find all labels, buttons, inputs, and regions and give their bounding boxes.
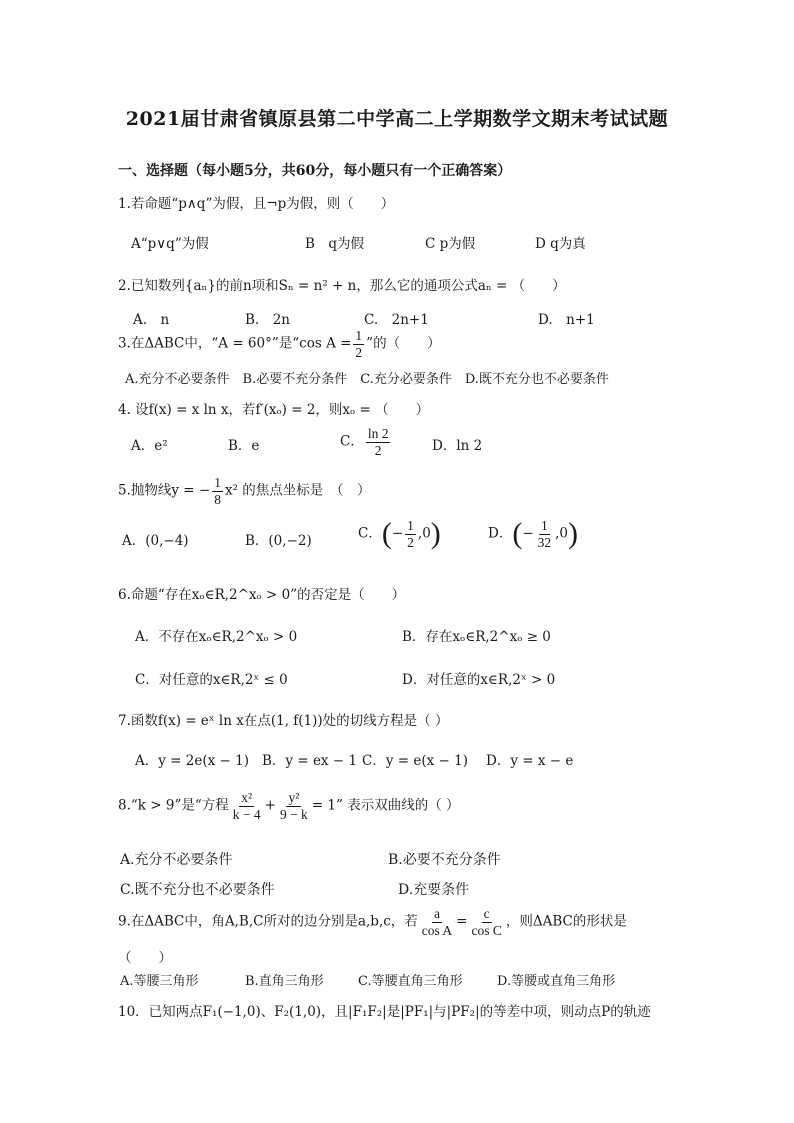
fraction-denominator: cos C	[471, 922, 502, 938]
question-7-option-b: B．y = ex − 1	[262, 753, 358, 769]
fraction-denominator: 32	[537, 534, 552, 550]
question-9-option-a: A.等腰三角形	[120, 974, 199, 989]
fraction-c-over-cos-c	[469, 906, 503, 938]
question-2-option-d: D. n+1	[538, 312, 595, 328]
fraction-a-over-cos-a	[420, 906, 454, 938]
fraction-numerator: ln 2	[367, 426, 389, 441]
fraction-numerator: x²	[241, 790, 253, 805]
question-2-option-a: A. n	[133, 312, 170, 328]
question-1-option-b: B q为假	[305, 236, 365, 252]
question-4-option-b: B．e	[228, 438, 260, 454]
question-1-option-c: C p为假	[425, 236, 476, 252]
question-2-stem: 2.已知数列{aₙ}的前n项和Sₙ = n² + n，那么它的通项公式aₙ = （ ）	[118, 278, 566, 294]
question-7-option-c: C．y = e(x − 1)	[362, 753, 468, 769]
question-4-option-a: A．e²	[131, 438, 168, 454]
question-1-option-a: A“p∨q”为假	[131, 236, 209, 252]
question-5-option-d-label: D．	[488, 525, 513, 542]
question-2-option-c: C. 2n+1	[364, 312, 429, 328]
question-6-option-a: A．不存在xₒ∈R,2^xₒ > 0	[135, 629, 298, 645]
plus-sign: +	[264, 797, 276, 814]
question-5-option-a: A．(0,−4)	[122, 533, 189, 549]
question-9-option-b: B.直角三角形	[245, 974, 324, 989]
question-9-answer-paren: （ ）	[118, 950, 172, 966]
left-paren: (	[512, 517, 523, 551]
question-6-option-d: D．对任意的x∈R,2ˣ > 0	[402, 672, 556, 688]
fraction-ln2-over-2	[366, 426, 391, 458]
question-8-option-a: A.充分不必要条件	[120, 852, 233, 868]
question-3-stem-post: ”的（ ）	[366, 335, 441, 352]
question-9-stem-pre: 9.在ΔABC中，角A,B,C所对的边分别是a,b,c，若	[118, 913, 418, 930]
fraction-one-thirty-second	[536, 518, 554, 550]
fraction-numerator: y²	[288, 790, 300, 805]
question-5-option-c	[358, 518, 441, 550]
question-3-stem-pre: 3.在ΔABC中，“A = 60°”是“cos A =	[118, 335, 352, 352]
question-5-option-d	[488, 518, 578, 550]
fraction-x2-over-k-minus-4	[231, 790, 263, 822]
question-9-option-d: D.等腰或直角三角形	[497, 974, 616, 989]
question-5-stem-pre: 5.抛物线y = −	[118, 482, 211, 499]
fraction-denominator: 8	[214, 491, 221, 507]
question-1-stem: 1.若命题“p∧q”为假，且¬p为假，则（ ）	[118, 196, 395, 212]
fraction-y2-over-9-minus-k	[278, 790, 310, 822]
fraction-denominator: 2	[355, 344, 363, 360]
question-6-stem: 6.命题“存在xₒ∈R,2^xₒ > 0”的否定是（ ）	[118, 587, 406, 603]
question-3-stem	[118, 328, 441, 360]
fraction-denominator: k − 4	[232, 806, 261, 822]
question-8-option-d: D.充要条件	[398, 882, 470, 898]
fraction-numerator: 1	[214, 475, 221, 490]
question-9-stem	[118, 906, 627, 938]
fraction-numerator: 1	[355, 328, 363, 343]
question-6-option-c: C．对任意的x∈R,2ˣ ≤ 0	[135, 672, 288, 688]
question-4-option-c-label: C．	[340, 433, 364, 450]
question-8-option-b: B.必要不充分条件	[388, 852, 501, 868]
question-1-option-d: D q为真	[535, 236, 586, 252]
question-8-option-c: C.既不充分也不必要条件	[120, 882, 275, 898]
question-7-stem: 7.函数f(x) = eˣ ln x在点(1, f(1))处的切线方程是（ ）	[118, 713, 449, 729]
right-paren: )	[430, 517, 441, 551]
comma-zero: ,0	[555, 525, 569, 542]
question-4-option-d: D．ln 2	[432, 438, 483, 454]
question-5-stem	[118, 475, 371, 507]
question-2-option-b: B. 2n	[245, 312, 290, 328]
right-paren: )	[568, 517, 579, 551]
minus-sign: −	[391, 525, 404, 542]
question-8-stem	[118, 790, 460, 822]
question-5-stem-post: x² 的焦点坐标是 （ ）	[224, 482, 371, 499]
question-4-stem: 4. 设f(x) = x ln x，若f′(xₒ) = 2，则xₒ = （ ）	[118, 402, 430, 418]
fraction-denominator: 2	[374, 442, 382, 458]
fraction-one-half	[353, 328, 364, 360]
question-8-stem-pre: 8.“k > 9”是“方程	[118, 797, 229, 814]
question-7-option-a: A．y = 2e(x − 1)	[135, 753, 249, 769]
fraction-denominator: cos A	[421, 922, 453, 938]
fraction-numerator: 1	[541, 518, 548, 533]
fraction-one-eighth	[212, 475, 223, 507]
fraction-denominator: 2	[407, 534, 414, 550]
comma-zero: ,0	[417, 525, 431, 542]
fraction-denominator: 9 − k	[279, 806, 308, 822]
fraction-numerator: 1	[407, 518, 414, 533]
question-5-option-c-label: C．	[358, 525, 382, 542]
exam-title: 2021届甘肃省镇原县第二中学高二上学期数学文期末考试试题	[125, 108, 669, 130]
question-3-options: A.充分不必要条件 B.必要不充分条件 C.充分必要条件 D.既不充分也不必要条件	[125, 372, 609, 387]
minus-sign: −	[522, 525, 534, 542]
fraction-numerator: c	[483, 906, 490, 921]
question-9-stem-post: ，则ΔABC的形状是	[505, 913, 627, 930]
section-heading: 一、选择题（每小题5分，共60分，每小题只有一个正确答案）	[118, 163, 512, 179]
left-paren: (	[381, 517, 392, 551]
fraction-one-half	[405, 518, 416, 550]
question-7-option-d: D．y = x − e	[486, 753, 574, 769]
question-5-option-b: B．(0,−2)	[245, 533, 312, 549]
question-10-stem: 10．已知两点F₁(−1,0)、F₂(1,0)，且|F₁F₂|是|PF₁|与|PF₂|的等差中项，则动点P的轨迹	[118, 1004, 651, 1020]
question-6-option-b: B．存在xₒ∈R,2^xₒ ≥ 0	[402, 629, 551, 645]
question-8-stem-post: = 1” 表示双曲线的（ ）	[311, 797, 460, 814]
fraction-numerator: a	[433, 906, 440, 921]
question-4-option-c	[340, 426, 392, 458]
question-9-option-c: C.等腰直角三角形	[358, 974, 463, 989]
equals-sign: =	[456, 913, 468, 930]
